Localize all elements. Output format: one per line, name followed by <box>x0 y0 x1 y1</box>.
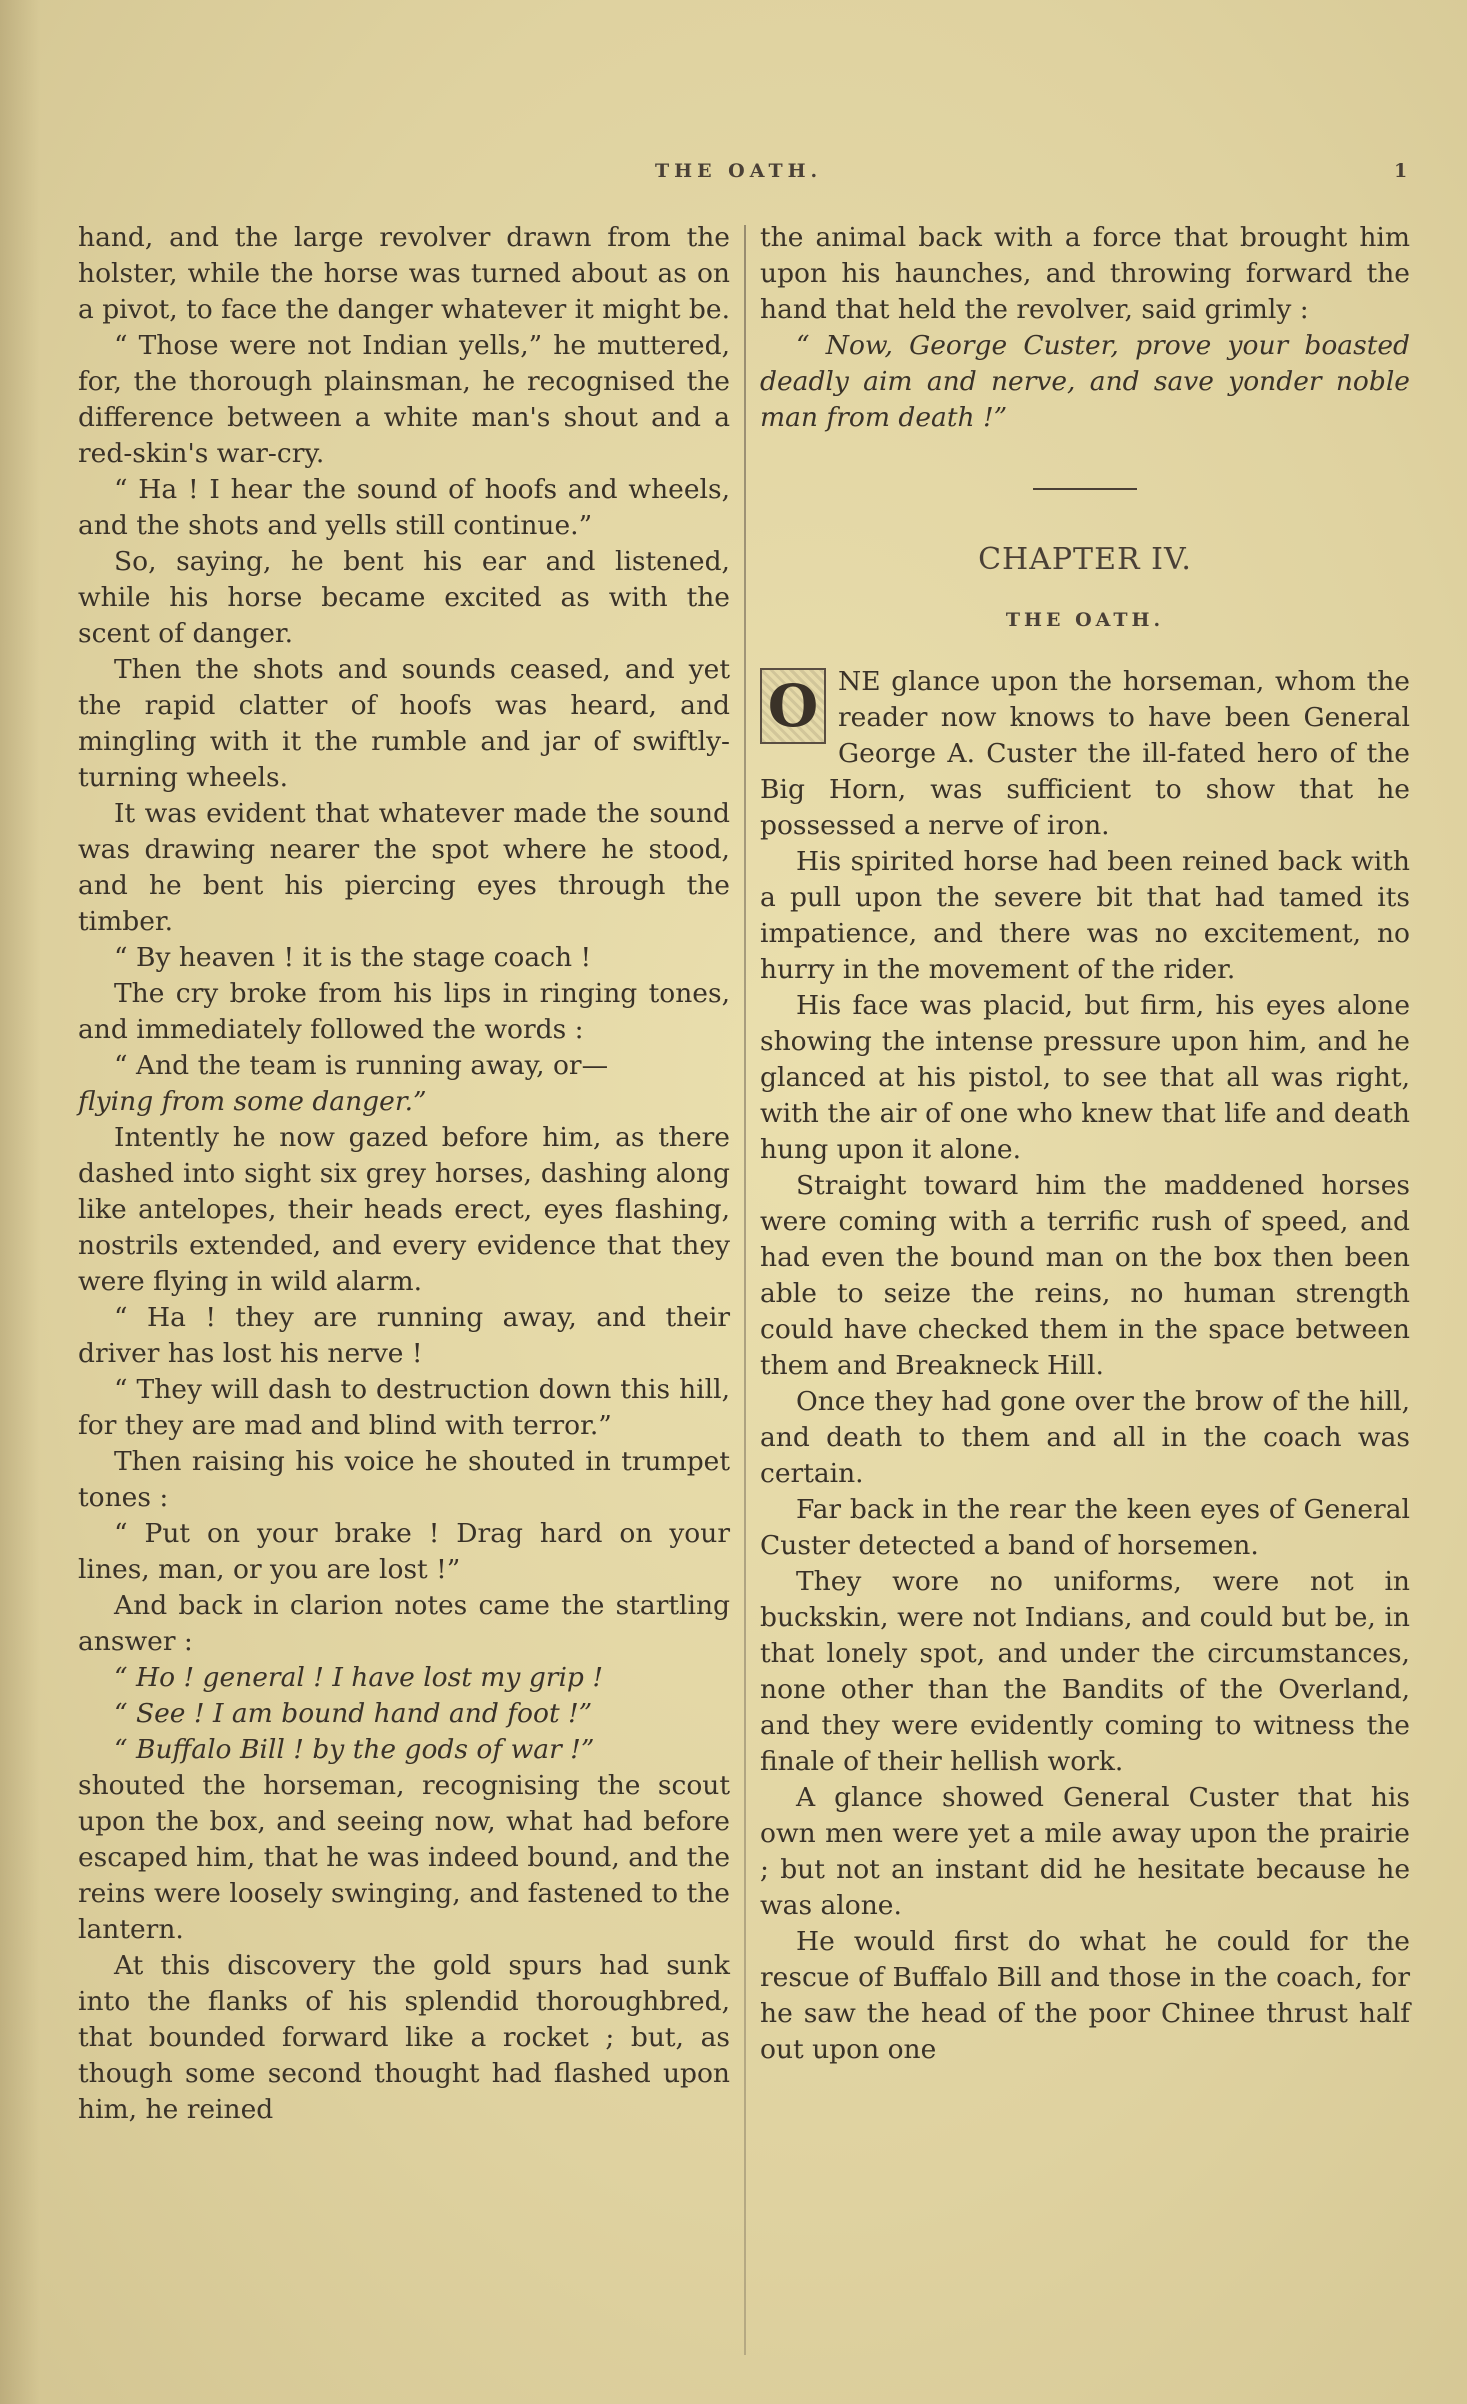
page-edge-shadow <box>0 0 40 2404</box>
paragraph: A glance showed General Custer that his own men were yet a mile away upon the prairie ; but not an instant did he hesitate because he was alone. <box>760 1782 1410 1921</box>
paragraph: They wore no uniforms, were not in buckskin, were not Indians, and could but be, in that lonely spot, and under the circumstances, none other than the Bandits of the Overland, and they were evidently coming to witness the finale of their hellish work. <box>760 1566 1410 1777</box>
paragraph: Once they had gone over the brow of the hill, and death to them and all in the coach was certain. <box>760 1386 1410 1489</box>
paragraph: It was evident that whatever made the sound was drawing nearer the spot where he stood, and he bent his piercing eyes through the timber. <box>78 798 730 937</box>
section-divider <box>1033 488 1137 490</box>
paragraph-italic: “ See ! I am bound hand and foot !” <box>114 1698 593 1729</box>
paragraph: So, saying, he bent his ear and listened, while his horse became excited as with the scent of danger. <box>78 546 730 649</box>
paragraph: And back in clarion notes came the startling answer : <box>78 1590 730 1657</box>
left-column <box>78 220 730 2128</box>
paragraph: Intently he now gazed before him, as there dashed into sight six grey horses, dashing along like antelopes, their heads erect, eyes flashing, nostrils extended, and every evidence that they were flying in wild alarm. <box>78 1122 730 1297</box>
paragraph: Straight toward him the maddened horses were coming with a terrific rush of speed, and had even the bound man on the box then been able to seize the reins, no human strength could have checked them in the space between them and Breakneck Hill. <box>760 1170 1410 1381</box>
drop-cap: O <box>760 668 826 744</box>
paragraph: “ Put on your brake ! Drag hard on your lines, man, or you are lost !” <box>78 1518 730 1585</box>
paragraph: “ Ha ! I hear the sound of hoofs and wheels, and the shots and yells still continue.” <box>78 474 730 541</box>
running-head <box>0 160 1467 190</box>
paragraph: “ They will dash to destruction down this hill, for they are mad and blind with terror.” <box>78 1374 730 1441</box>
paragraph: shouted the horseman, recognising the scout upon the box, and seeing now, what had before escaped him, that he was indeed bound, and the reins were loosely swinging, and fastened to the lantern. <box>78 1770 730 1945</box>
chapter-subtitle: THE OATH. <box>1005 609 1165 631</box>
paragraph: hand, and the large revolver drawn from the holster, while the horse was turned about as on a pivot, to face the danger whatever it might be. <box>78 222 731 325</box>
paragraph: “ And the team is running away, or— <box>114 1050 609 1081</box>
paragraph: “ By heaven ! it is the stage coach ! <box>114 942 592 973</box>
paragraph: Then raising his voice he shouted in trumpet tones : <box>78 1446 730 1513</box>
paragraph: the animal back with a force that brought him upon his haunches, and throwing forward the hand that held the revolver, said grimly : <box>760 222 1410 325</box>
running-title: THE OATH. <box>655 160 823 182</box>
paragraph: The cry broke from his lips in ringing tones, and immediately followed the words : <box>78 978 730 1045</box>
paragraph: He would first do what he could for the rescue of Buffalo Bill and those in the coach, for he saw the head of the poor Chinee thrust half out upon one <box>760 1926 1410 2065</box>
paragraph: “ Ha ! they are running away, and their driver has lost his nerve ! <box>78 1302 730 1369</box>
paragraph-italic: “ Ho ! general ! I have lost my grip ! <box>114 1662 603 1693</box>
paragraph: NE glance upon the horseman, whom the reader now knows to have been General George A. Custer the ill-fated hero of the Big Horn, was sufficient to show that he possessed a nerve of iron. <box>760 666 1410 841</box>
paragraph: At this discovery the gold spurs had sunk into the flanks of his splendid thoroughbred, that bounded forward like a rocket ; but, as though some second thought had flashed upon him, he reined <box>78 1950 730 2125</box>
paragraph: His face was placid, but firm, his eyes alone showing the intense pressure upon him, and he glanced at his pistol, to see that all was right, with the air of one who knew that life and death hung upon it alone. <box>760 990 1410 1165</box>
paragraph: Then the shots and sounds ceased, and yet the rapid clatter of hoofs was heard, and mingling with it the rumble and jar of swiftly-turning wheels. <box>78 654 730 793</box>
column-divider <box>744 225 746 2355</box>
chapter-title: CHAPTER IV. <box>978 542 1192 577</box>
paragraph: His spirited horse had been reined back with a pull upon the severe bit that had tamed its impatience, and there was no excitement, no hurry in the movement of the rider. <box>760 846 1410 985</box>
page-number: 1 <box>1394 160 1408 182</box>
paragraph: “ Those were not Indian yells,” he muttered, for, the thorough plainsman, he recognised the difference between a white man's shout and a red-skin's war-cry. <box>78 330 730 469</box>
right-column <box>760 220 1410 2068</box>
opening-paragraph <box>760 664 1410 844</box>
paragraph-italic: “ Buffalo Bill ! by the gods of war !” <box>114 1734 595 1765</box>
paragraph: Far back in the rear the keen eyes of General Custer detected a band of horsemen. <box>760 1494 1410 1561</box>
paragraph-italic: flying from some danger.” <box>78 1086 427 1117</box>
quote-italic: “ Now, George Custer, prove your boasted deadly aim and nerve, and save yonder noble man from death !” <box>760 330 1410 433</box>
